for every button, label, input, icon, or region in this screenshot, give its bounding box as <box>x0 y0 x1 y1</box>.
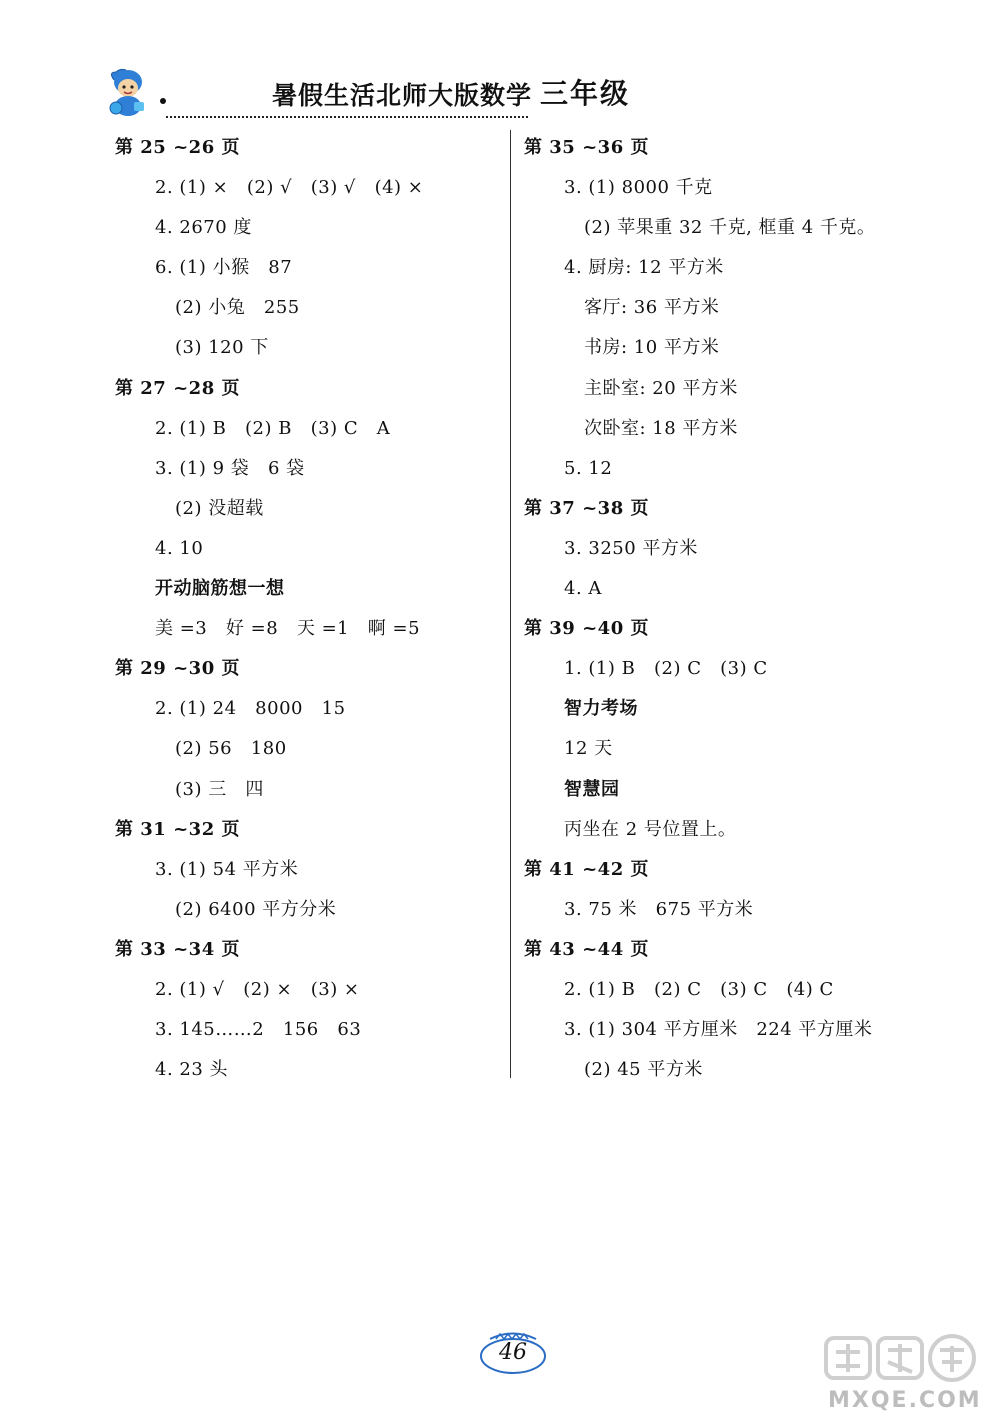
page-header <box>100 62 631 124</box>
answer-line: 4. 10 <box>155 537 204 559</box>
answer-line: (2) 6400 平方分米 <box>175 898 337 920</box>
answer-line: 主卧室: 20 平方米 <box>584 377 738 399</box>
section-heading: 第 27 ~28 页 <box>115 377 240 399</box>
header-dotted-rule <box>166 116 528 118</box>
section-heading: 第 39 ~40 页 <box>524 618 649 640</box>
answer-line: 丙坐在 2 号位置上。 <box>564 818 737 840</box>
answer-line: 4. A <box>564 578 602 600</box>
section-heading: 第 33 ~34 页 <box>115 938 240 960</box>
section-heading: 第 25 ~26 页 <box>115 137 240 158</box>
answer-line: 次卧室: 18 平方米 <box>584 417 738 439</box>
answer-line: 2. (1) 24 8000 15 <box>155 698 346 720</box>
column-divider <box>510 130 511 1078</box>
subsection-heading: 智慧园 <box>564 778 620 800</box>
answer-line: 3. (1) 304 平方厘米 224 平方厘米 <box>564 1019 873 1041</box>
section-heading: 第 41 ~42 页 <box>524 858 649 880</box>
answer-line: 3. (1) 9 袋 6 袋 <box>155 457 305 479</box>
left-answer-column <box>115 128 495 1090</box>
subsection-heading: 开动脑筋想一想 <box>155 578 285 600</box>
answer-line: 3. 75 米 675 平方米 <box>564 898 754 920</box>
answer-line: 1. (1) B (2) C (3) C <box>564 658 768 680</box>
answer-line: 书房: 10 平方米 <box>584 337 720 359</box>
subsection-heading: 智力考场 <box>564 698 638 720</box>
mascot-icon <box>104 66 156 118</box>
answer-line: 12 天 <box>564 738 613 760</box>
watermark <box>822 1332 982 1417</box>
answer-line: (3) 120 下 <box>175 337 269 359</box>
page-number-badge <box>478 1330 548 1376</box>
watermark-logo-icon <box>822 1332 982 1386</box>
section-heading: 第 29 ~30 页 <box>115 658 240 680</box>
book-title: 暑假生活北师大版数学 <box>272 81 533 110</box>
answer-line: 6. (1) 小猴 87 <box>155 257 293 279</box>
answer-line: 4. 2670 度 <box>155 217 252 239</box>
page-number: 46 <box>499 1340 527 1365</box>
answer-line: 3. 145……2 156 63 <box>155 1019 362 1041</box>
answer-line: 2. (1) √ (2) × (3) × <box>155 978 360 1000</box>
answer-line: 5. 12 <box>564 457 613 479</box>
answer-line: (2) 45 平方米 <box>584 1059 703 1081</box>
section-heading: 第 31 ~32 页 <box>115 818 240 840</box>
answer-line: (2) 小兔 255 <box>175 297 300 319</box>
answer-line: (2) 没超载 <box>175 497 264 519</box>
section-heading: 第 37 ~38 页 <box>524 497 649 519</box>
answer-line: 2. (1) B (2) B (3) C A <box>155 417 391 439</box>
answer-line: (2) 苹果重 32 千克, 框重 4 千克。 <box>584 217 876 239</box>
grade-label: 三年级 <box>540 77 631 110</box>
section-heading: 第 43 ~44 页 <box>524 938 649 960</box>
answer-line: 2. (1) B (2) C (3) C (4) C <box>564 978 834 1000</box>
answer-line: 3. (1) 54 平方米 <box>155 858 299 880</box>
answer-line: 3. 3250 平方米 <box>564 537 698 559</box>
watermark-text: MXQE.COM <box>828 1388 982 1413</box>
answer-line: 2. (1) × (2) √ (3) √ (4) × <box>155 177 424 199</box>
section-heading: 第 35 ~36 页 <box>524 137 649 158</box>
answer-line: 4. 厨房: 12 平方米 <box>564 257 724 279</box>
answer-line: 3. (1) 8000 千克 <box>564 177 713 199</box>
answer-line: 4. 23 头 <box>155 1059 229 1081</box>
right-answer-column <box>524 128 924 1090</box>
answer-line: (3) 三 四 <box>175 778 264 800</box>
answer-line: 美 =3 好 =8 天 =1 啊 =5 <box>155 618 421 640</box>
header-bullet <box>160 98 166 104</box>
answer-line: (2) 56 180 <box>175 738 287 760</box>
answer-line: 客厅: 36 平方米 <box>584 297 720 319</box>
